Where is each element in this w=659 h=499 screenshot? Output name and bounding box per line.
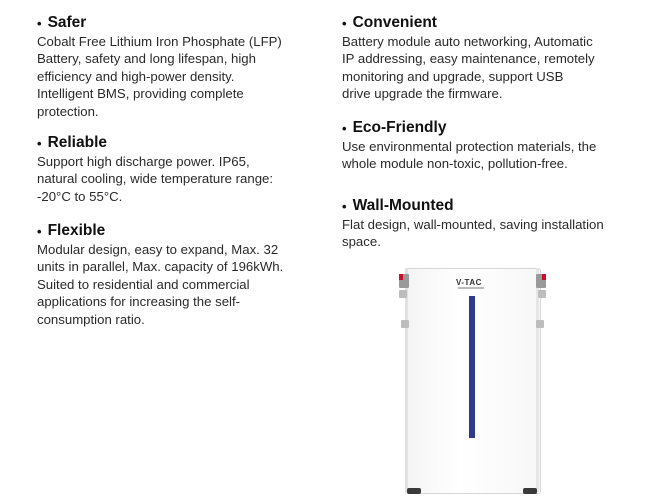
description-line: Intelligent BMS, providing complete bbox=[37, 86, 244, 102]
left-latch bbox=[399, 290, 407, 298]
feature-title: Safer bbox=[47, 14, 87, 31]
bullet-icon: • bbox=[37, 15, 42, 31]
logo-tagline-bar bbox=[458, 287, 484, 289]
description-line: IP addressing, easy maintenance, remotely bbox=[342, 51, 595, 67]
feature-flexible bbox=[37, 221, 327, 328]
description-line: protection. bbox=[37, 103, 99, 119]
left-terminal-bracket bbox=[399, 274, 409, 288]
feature-safer bbox=[37, 13, 327, 120]
left-mount-hook bbox=[401, 320, 409, 328]
bullet-icon: • bbox=[342, 15, 347, 31]
description-line: Flat design, wall-mounted, saving installation bbox=[342, 217, 604, 232]
right-foot bbox=[523, 488, 537, 494]
right-terminal-bracket bbox=[536, 274, 546, 288]
description-line: drive upgrade the firmware. bbox=[342, 86, 503, 102]
description-line: Support high discharge power. IP65, bbox=[37, 154, 250, 169]
description-line: Use environmental protection materials, the bbox=[342, 139, 597, 154]
feature-description bbox=[37, 153, 327, 205]
description-line: Battery module auto networking, Automatic bbox=[342, 34, 593, 49]
feature-description bbox=[37, 33, 327, 120]
left-foot bbox=[407, 488, 421, 494]
description-line: -20°C to 55°C. bbox=[37, 188, 123, 204]
feature-safer-heading bbox=[37, 13, 327, 33]
feature-title: Convenient bbox=[352, 14, 437, 31]
description-line: consumption ratio. bbox=[37, 311, 145, 327]
description-line: efficiency and high-power density. bbox=[37, 68, 235, 84]
bullet-icon: • bbox=[342, 120, 347, 136]
description-line: natural cooling, wide temperature range: bbox=[37, 171, 274, 187]
battery-product-image bbox=[395, 266, 550, 499]
feature-title: Flexible bbox=[47, 222, 106, 239]
feature-flexible-heading bbox=[37, 221, 327, 241]
feature-reliable-heading bbox=[37, 133, 327, 153]
feature-wall-mounted bbox=[342, 196, 642, 251]
description-line: space. bbox=[342, 234, 381, 250]
feature-convenient-heading bbox=[342, 13, 642, 33]
cabinet-right-edge bbox=[536, 268, 539, 492]
feature-description bbox=[342, 216, 642, 251]
feature-description bbox=[342, 138, 642, 173]
feature-title: Eco-Friendly bbox=[352, 119, 447, 136]
feature-description bbox=[37, 241, 327, 328]
brand-logo: V-TAC bbox=[456, 278, 482, 287]
feature-convenient bbox=[342, 13, 642, 103]
right-mount-hook bbox=[536, 320, 544, 328]
bullet-icon: • bbox=[37, 223, 42, 239]
blue-accent-stripe bbox=[469, 296, 475, 438]
right-latch bbox=[538, 290, 546, 298]
description-line: Cobalt Free Lithium Iron Phosphate (LFP) bbox=[37, 34, 282, 49]
feature-reliable bbox=[37, 133, 327, 205]
description-line: whole module non-toxic, pollution-free. bbox=[342, 156, 568, 172]
description-line: Battery, safety and long lifespan, high bbox=[37, 51, 256, 67]
description-line: units in parallel, Max. capacity of 196kWh. bbox=[37, 259, 284, 275]
feature-eco-heading bbox=[342, 118, 642, 138]
feature-title: Reliable bbox=[47, 134, 108, 151]
description-line: monitoring and upgrade, support USB bbox=[342, 68, 564, 84]
description-line: Modular design, easy to expand, Max. 32 bbox=[37, 242, 279, 257]
feature-title: Wall-Mounted bbox=[352, 197, 454, 214]
feature-eco-friendly bbox=[342, 118, 642, 173]
cabinet-left-edge bbox=[405, 268, 408, 492]
description-line: Suited to residential and commercial bbox=[37, 276, 250, 292]
description-line: applications for increasing the self- bbox=[37, 294, 241, 310]
feature-wall-heading bbox=[342, 196, 642, 216]
bullet-icon: • bbox=[342, 198, 347, 214]
bullet-icon: • bbox=[37, 135, 42, 151]
feature-description bbox=[342, 33, 642, 103]
